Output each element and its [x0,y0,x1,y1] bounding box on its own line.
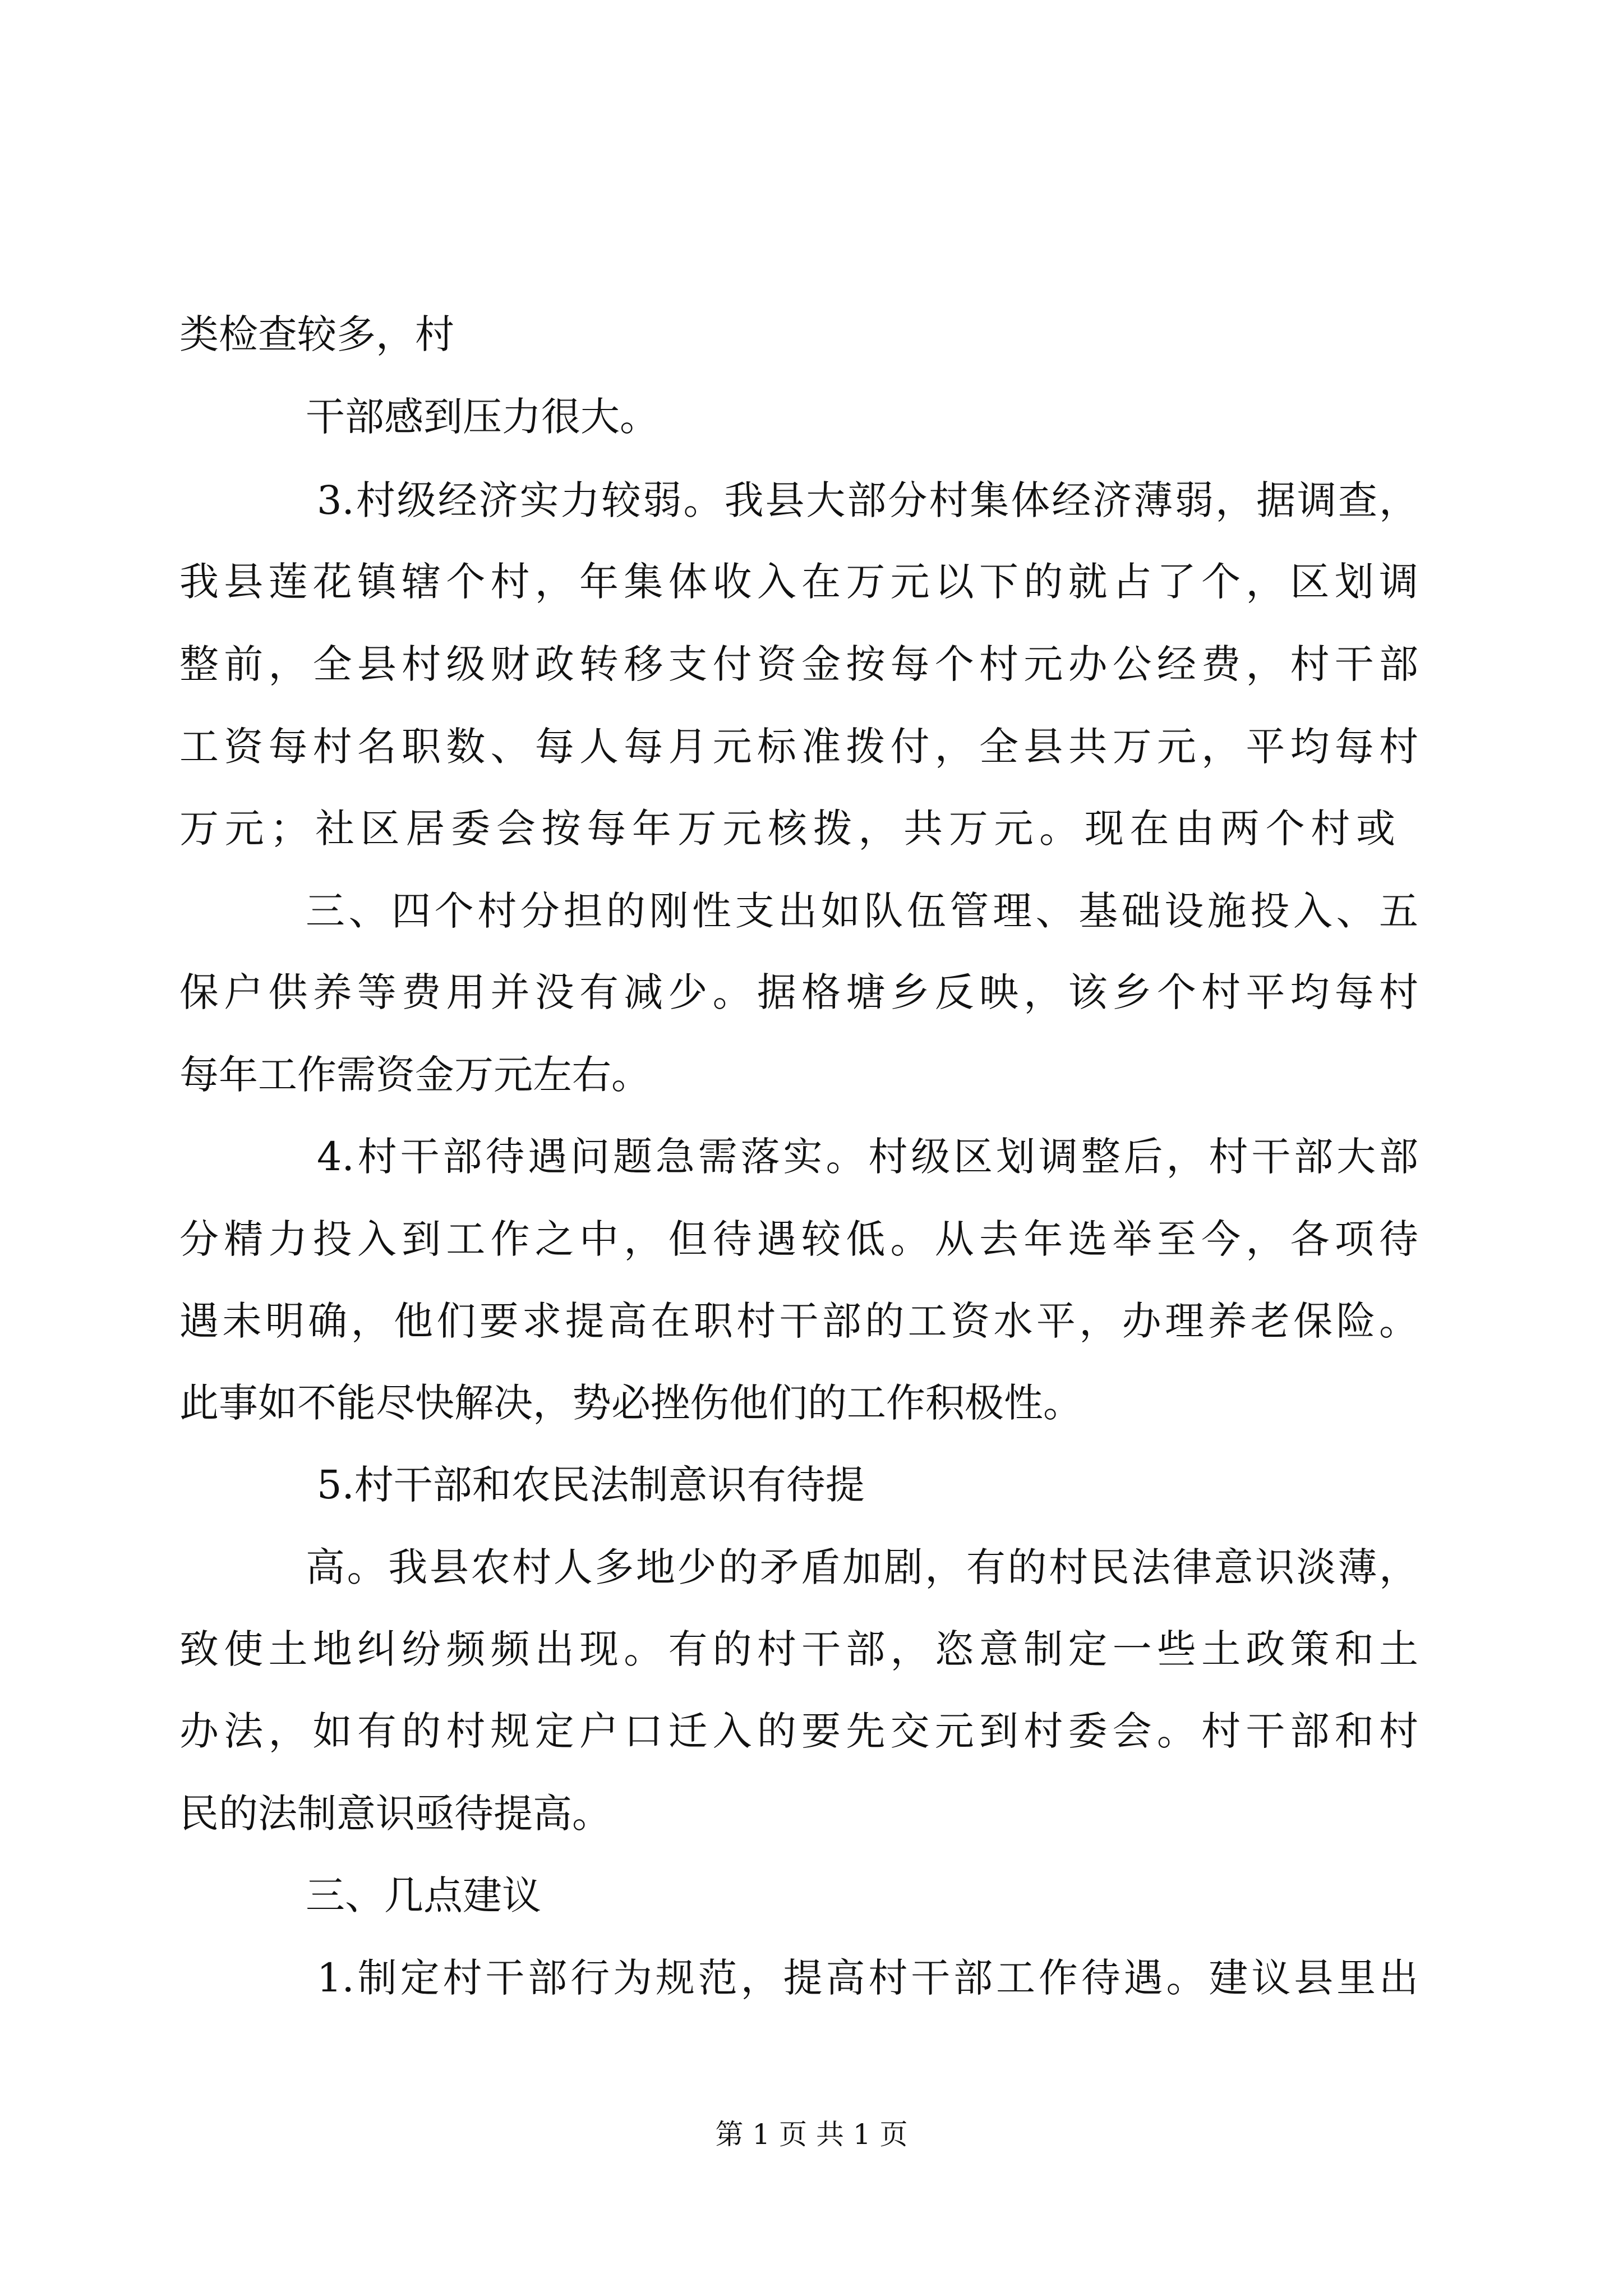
text-line-21: 1.制定村干部行为规范，提高村干部工作待遇。建议县里出 [317,1955,1418,2001]
text-line-4: 我县莲花镇辖个村，年集体收入在万元以下的就占了个，区划调 [179,559,1418,605]
text-line-8: 三、四个村分担的刚性支出如队伍管理、基础设施投入、五 [306,888,1418,934]
text-line-14: 此事如不能尽快解决，势必挫伤他们的工作积极性。 [179,1380,1082,1426]
text-line-2: 干部感到压力很大。 [306,394,659,440]
text-line-13: 遇未明确，他们要求提高在职村干部的工资水平，办理养老保险。 [179,1298,1418,1344]
text-line-6: 工资每村名职数、每人每月元标准拨付，全县共万元，平均每村 [179,724,1418,770]
text-line-5: 整前，全县村级财政转移支付资金按每个村元办公经费，村干部 [179,641,1418,687]
text-line-17: 致使土地纠纷频频出现。有的村干部，恣意制定一些土政策和土 [179,1626,1418,1672]
text-line-20: 三、几点建议 [306,1872,541,1918]
text-line-11: 4.村干部待遇问题急需落实。村级区划调整后，村干部大部 [317,1134,1418,1180]
text-line-15: 5.村干部和农民法制意识有待提 [317,1462,865,1508]
text-line-7: 万元；社区居委会按每年万元核拨，共万元。现在由两个村或 [179,806,1395,852]
text-line-12: 分精力投入到工作之中，但待遇较低。从去年选举至今，各项待 [179,1216,1418,1262]
text-line-3: 3.村级经济实力较弱。我县大部分村集体经济薄弱，据调查， [317,477,1418,523]
page-footer: 第 1 页 共 1 页 [715,2118,908,2151]
text-line-10: 每年工作需资金万元左右。 [179,1052,651,1098]
text-line-19: 民的法制意识亟待提高。 [179,1791,611,1837]
text-line-18: 办法，如有的村规定户口迁入的要先交元到村委会。村干部和村 [179,1708,1418,1754]
text-line-1: 类检查较多，村 [179,311,454,357]
text-line-16: 高。我县农村人多地少的矛盾加剧，有的村民法律意识淡薄， [306,1544,1418,1590]
text-line-9: 保户供养等费用并没有减少。据格塘乡反映，该乡个村平均每村 [179,969,1418,1015]
